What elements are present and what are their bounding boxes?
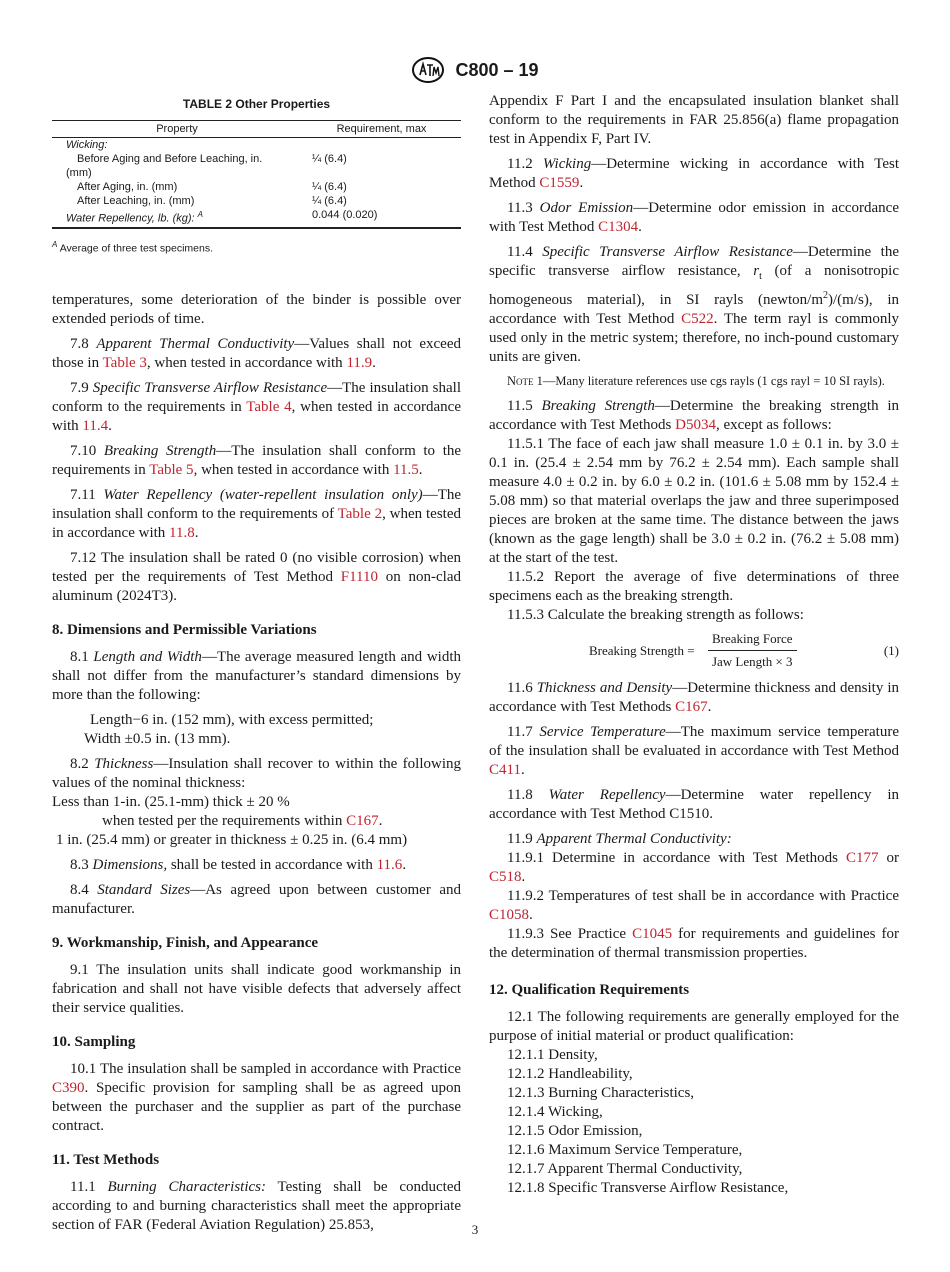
- paragraph-11-5-3: 11.5.3 Calculate the breaking strength as follows:: [507, 607, 804, 623]
- group-label: Wicking:: [66, 139, 108, 151]
- paragraph-7-9: 7.9 Specific Transverse Airflow Resistance—The insulation shall conform to the requirements in Table 4, when tested in accordance with 11.4.: [52, 380, 461, 435]
- table-row: [52, 208, 461, 228]
- list-item: 12.1.3 Burning Characteristics,: [507, 1085, 695, 1101]
- section-8-heading: 8. Dimensions and Permissible Variations: [52, 622, 317, 639]
- table-row: [52, 180, 461, 194]
- section-11-heading: 11. Test Methods: [52, 1152, 160, 1169]
- value-cell: [302, 166, 461, 180]
- paragraph-8-1: 8.1 Length and Width—The average measured length and width shall not differ from the manufacturer’s standard dimensions by more than the following:: [52, 649, 462, 704]
- equation-lhs: Breaking Strength =: [589, 643, 695, 658]
- astm-logo-icon: [411, 56, 445, 84]
- list-item: 12.1.4 Wicking,: [507, 1104, 603, 1120]
- value-cell: ¼ (6.4): [312, 153, 347, 165]
- paragraph-7-11: 7.11 Water Repellency (water-repellent insulation only)—The insulation shall conform to the requirements of Table 2, when tested in accordance with 11.8.: [52, 487, 462, 542]
- paragraph-11-1-continued: Appendix F Part I and the encapsulated insulation blanket shall conform to the requirements in FAR 25.856(a) flame propagation test in Appendix F, Part IV.: [489, 93, 899, 147]
- list-item: 12.1.2 Handleability,: [507, 1066, 633, 1082]
- link-11-5[interactable]: 11.5: [393, 462, 419, 479]
- link-f1110[interactable]: F1110: [340, 569, 378, 586]
- link-c167[interactable]: C167: [675, 699, 708, 715]
- page-header: [0, 56, 950, 84]
- column-header-property: Property: [52, 121, 302, 138]
- paragraph-7-8: 7.8 Apparent Thermal Conductivity—Values shall not exceed those in Table 3, when tested in accordance with 11.9.: [52, 336, 461, 372]
- section-9-heading: 9. Workmanship, Finish, and Appearance: [52, 935, 319, 952]
- link-c1559[interactable]: C1559: [539, 175, 580, 191]
- value-cell: ¼ (6.4): [312, 181, 347, 193]
- link-c1304[interactable]: C1304: [598, 219, 639, 235]
- paragraph-9-1: 9.1 The insulation units shall indicate good workmanship in fabrication and shall not have visible defects that adversely affect their service qualities.: [52, 962, 461, 1017]
- equation-numerator: Breaking Force: [708, 629, 797, 651]
- paragraph-11-8: 11.8 Water Repellency—Determine water repellency in accordance with Test Method C1510.: [489, 787, 900, 822]
- paragraph-11-3: 11.3 Odor Emission—Determine odor emission in accordance with Test Method C1304.: [489, 200, 900, 235]
- link-c411[interactable]: C411: [489, 762, 521, 778]
- table-row: [52, 166, 461, 180]
- table-row: [52, 138, 461, 153]
- property-cell: Before Aging and Before Leaching, in.: [77, 153, 263, 165]
- list-item: 12.1.6 Maximum Service Temperature,: [507, 1142, 743, 1158]
- paragraph-11-5: 11.5 Breaking Strength—Determine the breaking strength in accordance with Test Methods D5034, except as follows:: [489, 398, 899, 433]
- paragraph-11-1: 11.1 Burning Characteristics: Testing shall be conducted according to and burning characteristics shall meet the appropriate section of FAR (Federal Aviation Regulation) 25.853,: [52, 1179, 461, 1234]
- link-c1058[interactable]: C1058: [489, 907, 530, 923]
- paragraph-11-4: 11.4 Specific Transverse Airflow Resistance—Determine the specific transverse airflow resistance, $r_t$ (of a nonisotropic homogeneous material), in SI rayls $(newton/m^2)/(m/s)$, in accordance with Test Method C522. The term rayl is commonly used only in the metric system; therefore, no inch-pound customary units are given.: [489, 244, 899, 365]
- paragraph-11-6: 11.6 Thickness and Density—Determine thickness and density in accordance with Test Methods C167.: [489, 680, 899, 715]
- standard-designation: C800 – 19: [455, 59, 539, 80]
- table-row: [52, 194, 461, 208]
- table-row: [52, 152, 461, 166]
- paragraph-7-12: 7.12 The insulation shall be rated 0 (no visible corrosion) when tested per the requirements of Test Method F1110 on non-clad aluminum (2024T3).: [52, 550, 461, 605]
- link-c522[interactable]: C522: [681, 311, 714, 327]
- link-11-6[interactable]: 11.6: [376, 857, 403, 874]
- link-11-4[interactable]: 11.4: [82, 418, 109, 435]
- link-11-9[interactable]: 11.9: [346, 355, 373, 372]
- properties-table: [52, 120, 461, 229]
- section-10-heading: 10. Sampling: [52, 1034, 136, 1051]
- paragraph-11-9-2: 11.9.2 Temperatures of test shall be in accordance with Practice C1058.: [489, 888, 899, 923]
- property-cell: After Aging, in. (mm): [77, 181, 178, 193]
- value-cell: 0.044 (0.020): [302, 208, 461, 228]
- paragraph-12-1: 12.1 The following requirements are generally employed for the purpose of initial material or product qualification:: [489, 1009, 899, 1044]
- paragraph-11-5-1: 11.5.1 The face of each jaw shall measure 1.0 ± 0.1 in. by 3.0 ± 0.1 in. (25.4 ± 2.54 mm by 76.2 ± 2.54 mm). Each sample shall measure 4.0 ± 0.2 in. by 6.0 ± 0.2 in. (101.6 ± 5.08 mm by 152.4 ± 5.08 mm) so that material overlaps the jaw and three superimposed pieces are broken at the same time. The distance between the jaws (known as the gage length) shall be 3.0 ± 0.2 in. (76.2 ± 5.08 mm) at the start of the test.: [489, 436, 899, 566]
- paragraph-11-5-2: 11.5.2 Report the average of five determinations of three specimens each as the breaking strength.: [489, 569, 899, 604]
- link-c1045[interactable]: C1045: [632, 926, 673, 942]
- property-cell: After Leaching, in. (mm): [77, 195, 195, 207]
- link-c518[interactable]: C518: [489, 869, 522, 885]
- page-number: 3: [471, 1222, 479, 1237]
- property-cell: (mm): [66, 167, 92, 179]
- link-c177[interactable]: C177: [846, 850, 879, 866]
- value-cell: ¼ (6.4): [312, 195, 347, 207]
- equation-number: (1): [883, 643, 899, 658]
- list-item: 12.1.1 Density,: [507, 1047, 598, 1063]
- paragraph-11-9-1: 11.9.1 Determine in accordance with Test Methods C177 or C518.: [489, 850, 900, 885]
- paragraph-11-2: 11.2 Wicking—Determine wicking in accordance with Test Method C1559.: [489, 156, 900, 191]
- table-title: TABLE 2 Other Properties: [182, 97, 331, 111]
- paragraph-10-1: 10.1 The insulation shall be sampled in accordance with Practice C390. Specific provision for sampling shall be as agreed upon between the purchaser and the supplier as part of the purchase contract.: [52, 1061, 461, 1135]
- equation-denominator: Jaw Length × 3: [711, 654, 793, 669]
- note-1: Note 1—Many literature references use cgs rayls (1 cgs rayl = 10 SI rayls).: [507, 374, 885, 388]
- link-table-5[interactable]: Table 5: [149, 462, 194, 479]
- thickness-test-requirement: when tested per the requirements within C167.: [102, 813, 383, 830]
- link-table-4[interactable]: Table 4: [246, 399, 292, 416]
- link-table-3[interactable]: Table 3: [102, 355, 147, 372]
- thickness-tolerance-thin: Less than 1-in. (25.1-mm) thick ± 20 %: [52, 794, 290, 811]
- paragraph-11-9-3: 11.9.3 See Practice C1045 for requirements and guidelines for the determination of thermal transmission properties.: [489, 926, 899, 961]
- paragraph-8-2: 8.2 Thickness—Insulation shall recover to within the following values of the nominal thickness:: [52, 756, 461, 792]
- paragraph-8-4: 8.4 Standard Sizes—As agreed upon between customer and manufacturer.: [52, 882, 461, 918]
- property-cell: Water Repellency, lb. (kg): $^A$: [52, 208, 302, 228]
- column-header-requirement: Requirement, max: [302, 121, 461, 138]
- equation-1: [489, 629, 899, 671]
- list-item: 12.1.8 Specific Transverse Airflow Resistance,: [507, 1180, 789, 1196]
- list-item: 12.1.7 Apparent Thermal Conductivity,: [507, 1161, 743, 1177]
- list-item: 12.1.5 Odor Emission,: [507, 1123, 643, 1139]
- paragraph-7-7-continued: temperatures, some deterioration of the binder is possible over extended periods of time.: [52, 292, 461, 328]
- link-d5034[interactable]: D5034: [675, 417, 716, 433]
- thickness-tolerance-thick: 1 in. (25.4 mm) or greater in thickness ± 0.25 in. (6.4 mm): [56, 832, 408, 849]
- left-column: [52, 92, 461, 1241]
- link-c167[interactable]: C167: [346, 813, 379, 830]
- table-2: [52, 95, 461, 258]
- width-tolerance: Width ±0.5 in. (13 mm).: [84, 731, 231, 748]
- table-footnote: $^A$ Average of three test specimens.: [52, 239, 213, 255]
- link-11-8[interactable]: 11.8: [169, 525, 195, 542]
- link-table-2[interactable]: Table 2: [337, 506, 383, 523]
- equation-fraction: [708, 629, 797, 671]
- paragraph-11-7: 11.7 Service Temperature—The maximum service temperature of the insulation shall be evaluated in accordance with Test Method C411.: [489, 724, 900, 778]
- section-12-heading: 12. Qualification Requirements: [489, 982, 690, 998]
- link-c390[interactable]: C390: [52, 1080, 85, 1097]
- paragraph-8-3: 8.3 Dimensions, shall be tested in accordance with 11.6.: [70, 857, 407, 874]
- length-tolerance: Length−6 in. (152 mm), with excess permitted;: [90, 712, 374, 729]
- paragraph-11-9: 11.9 Apparent Thermal Conductivity:: [507, 831, 732, 847]
- paragraph-7-10: 7.10 Breaking Strength—The insulation shall conform to the requirements in Table 5, when tested in accordance with 11.5.: [52, 443, 462, 479]
- right-column: [489, 92, 899, 1198]
